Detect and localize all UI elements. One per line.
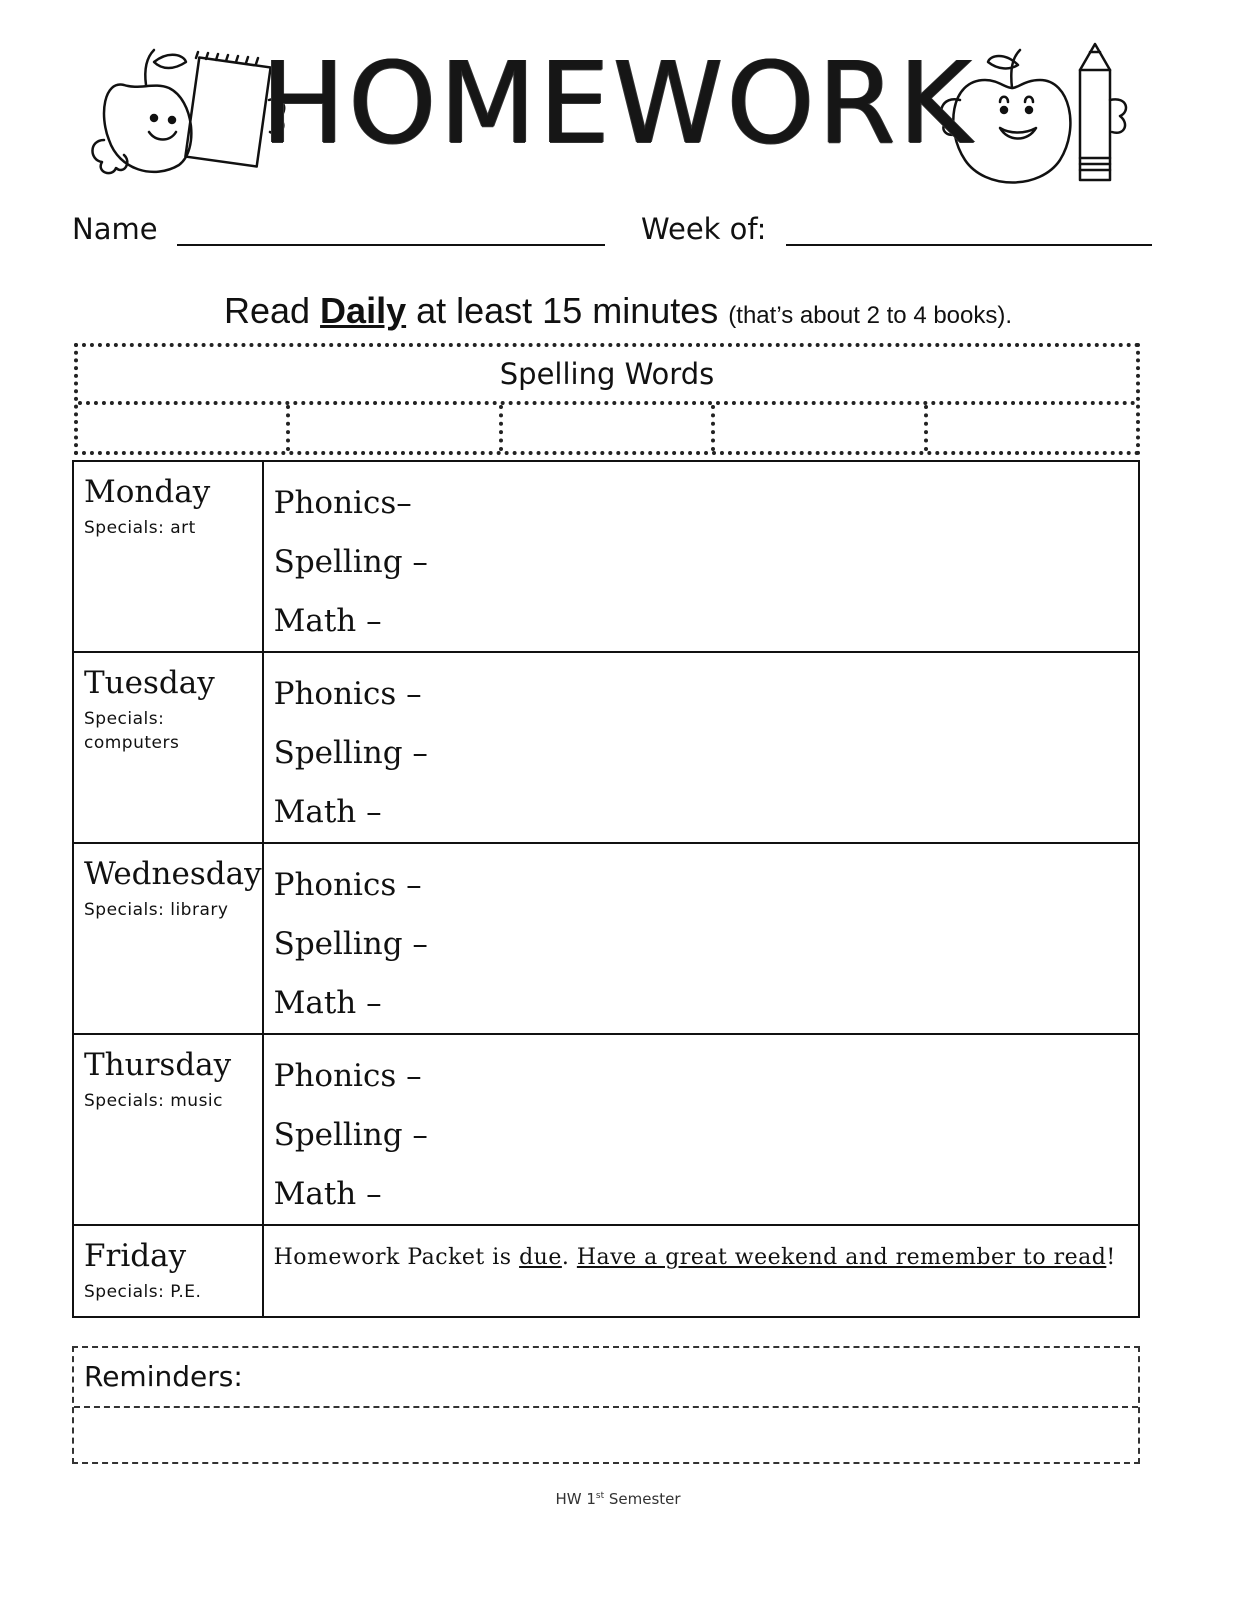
- task-phonics: Phonics –: [273, 867, 422, 903]
- task-math: Math –: [273, 985, 382, 1021]
- week-blank-line[interactable]: [786, 214, 1152, 246]
- reminders-writing-area[interactable]: [74, 1408, 1138, 1462]
- page-title: HOMEWORK: [261, 39, 975, 169]
- day-cell: [73, 461, 263, 652]
- name-label: Name: [72, 212, 158, 246]
- friday-note-due: due: [519, 1245, 562, 1270]
- task-math: Math –: [273, 794, 382, 830]
- reading-note: (that’s about 2 to 4 books).: [728, 302, 1013, 329]
- friday-note-part2: Have a great weekend and remember to read: [576, 1245, 1107, 1270]
- page-footer: [0, 1490, 1236, 1508]
- task-spelling: Spelling –: [273, 735, 428, 771]
- name-blank-line[interactable]: [177, 214, 605, 246]
- day-cell: [73, 1225, 263, 1317]
- day-specials: Specials: music: [84, 1091, 224, 1111]
- footer-prefix: HW 1: [555, 1490, 596, 1508]
- day-name: Tuesday: [84, 665, 215, 701]
- task-cell: [263, 461, 1139, 652]
- homework-schedule-table: [72, 460, 1140, 1318]
- day-specials: Specials: P.E.: [84, 1282, 202, 1302]
- spelling-words-box: [74, 343, 1140, 455]
- spelling-cells: [78, 405, 1136, 451]
- spelling-cell[interactable]: [78, 405, 290, 451]
- week-label: Week of:: [641, 212, 767, 246]
- task-math: Math –: [273, 603, 382, 639]
- day-cell: [73, 843, 263, 1034]
- friday-note-part1: Homework Packet is: [273, 1245, 512, 1270]
- footer-suffix: Semester: [604, 1490, 681, 1508]
- footer-sup: st: [595, 1491, 605, 1501]
- task-spelling: Spelling –: [273, 926, 428, 962]
- table-row-monday: [73, 461, 1139, 652]
- task-cell: [263, 652, 1139, 843]
- spelling-cell[interactable]: [928, 405, 1136, 451]
- table-row-wednesday: [73, 843, 1139, 1034]
- day-name: Thursday: [84, 1047, 232, 1083]
- day-specials: Specials: computers: [84, 709, 180, 753]
- task-spelling: Spelling –: [273, 544, 428, 580]
- task-cell: [263, 843, 1139, 1034]
- day-cell: [73, 652, 263, 843]
- day-specials: Specials: art: [84, 518, 196, 538]
- table-row-tuesday: [73, 652, 1139, 843]
- task-spelling: Spelling –: [273, 1117, 428, 1153]
- task-phonics: Phonics–: [273, 485, 412, 521]
- task-math: Math –: [273, 1176, 382, 1212]
- day-specials: Specials: library: [84, 900, 229, 920]
- friday-note: Homework Packet is due. Have a great weekend and remember to read!: [273, 1245, 1116, 1270]
- table-row-friday: [73, 1225, 1139, 1317]
- reminders-box: [72, 1346, 1140, 1464]
- day-name: Monday: [84, 474, 211, 510]
- reading-prefix: Read: [223, 290, 311, 331]
- spelling-heading: Spelling Words: [78, 347, 1136, 405]
- reminders-label: Reminders:: [74, 1348, 1138, 1408]
- week-field[interactable]: [641, 212, 1152, 246]
- day-cell: [73, 1034, 263, 1225]
- table-row-thursday: [73, 1034, 1139, 1225]
- friday-note-end: !: [1106, 1245, 1116, 1270]
- task-phonics: Phonics –: [273, 1058, 422, 1094]
- spelling-cell[interactable]: [290, 405, 502, 451]
- task-phonics: Phonics –: [273, 676, 422, 712]
- reading-instruction: [0, 290, 1236, 332]
- task-cell: [263, 1034, 1139, 1225]
- day-name: Wednesday: [84, 856, 262, 892]
- reading-daily: Daily: [320, 290, 407, 331]
- task-cell: [263, 1225, 1139, 1317]
- spelling-cell[interactable]: [503, 405, 715, 451]
- reading-middle: at least 15 minutes: [416, 290, 719, 331]
- name-field[interactable]: [72, 212, 605, 246]
- spelling-cell[interactable]: [715, 405, 927, 451]
- day-name: Friday: [84, 1238, 187, 1274]
